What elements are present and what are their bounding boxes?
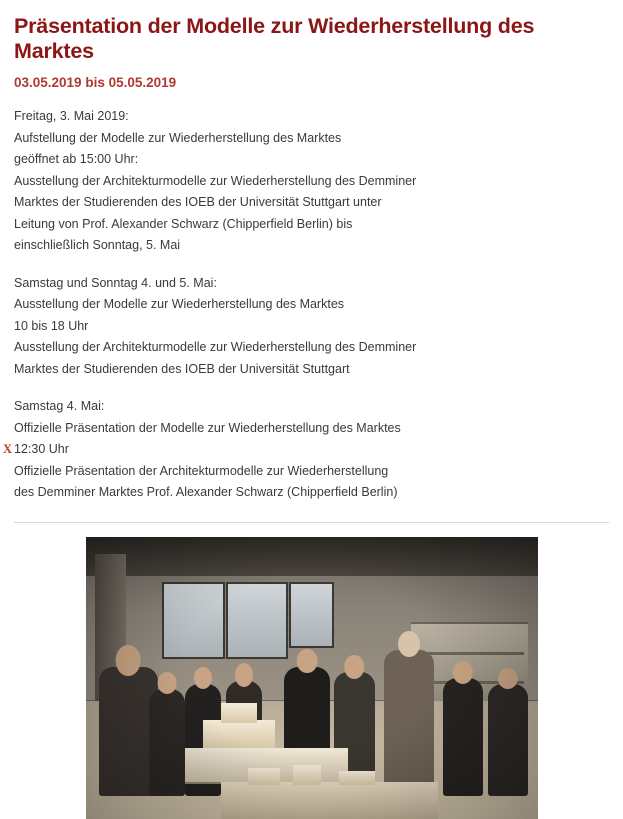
text-line: Offizielle Präsentation der Modelle zur Wiederherstellung des Marktes: [14, 420, 401, 435]
text-line: Samstag und Sonntag 4. und 5. Mai:: [14, 275, 217, 290]
text-line: 10 bis 18 Uhr: [14, 318, 89, 333]
section-divider: [14, 522, 609, 523]
text-line: Aufstellung der Modelle zur Wiederherstellung des Marktes: [14, 130, 342, 145]
text-line: geöffnet ab 15:00 Uhr:: [14, 152, 139, 167]
event-description: [3, 106, 609, 504]
text-line: einschließlich Sonntag, 5. Mai: [14, 238, 181, 253]
text-line: Marktes der Studierenden des IOEB der Universität Stuttgart: [14, 361, 350, 376]
text-line: 12:30 Uhr: [14, 442, 69, 457]
annotation-marker-x: X: [3, 442, 13, 457]
paragraph-saturday: [3, 396, 609, 504]
text-line: Offizielle Präsentation der Architekturmodelle zur Wiederherstellung: [14, 463, 389, 478]
event-photo: [86, 537, 538, 819]
text-line: Leitung von Prof. Alexander Schwarz (Chipperfield Berlin) bis: [14, 216, 353, 231]
event-date-range: 03.05.2019 bis 05.05.2019: [14, 75, 177, 91]
paragraph-weekend: [14, 273, 609, 381]
text-line: Samstag 4. Mai:: [14, 399, 105, 414]
page-title: Präsentation der Modelle zur Wiederherstellung des Marktes: [14, 14, 535, 63]
text-line: Ausstellung der Modelle zur Wiederherstellung des Marktes: [14, 297, 345, 312]
text-line: Marktes der Studierenden des IOEB der Universität Stuttgart unter: [14, 195, 382, 210]
text-line: Ausstellung der Architekturmodelle zur Wiederherstellung des Demminer: [14, 340, 417, 355]
photo-container: [14, 537, 609, 819]
text-line-marked: [3, 439, 609, 461]
text-line: des Demminer Marktes Prof. Alexander Schwarz (Chipperfield Berlin): [14, 485, 398, 500]
paragraph-friday: [14, 106, 609, 257]
photo-vignette: [86, 537, 538, 819]
text-line: Ausstellung der Architekturmodelle zur Wiederherstellung des Demminer: [14, 173, 417, 188]
text-line: Freitag, 3. Mai 2019:: [14, 109, 129, 124]
